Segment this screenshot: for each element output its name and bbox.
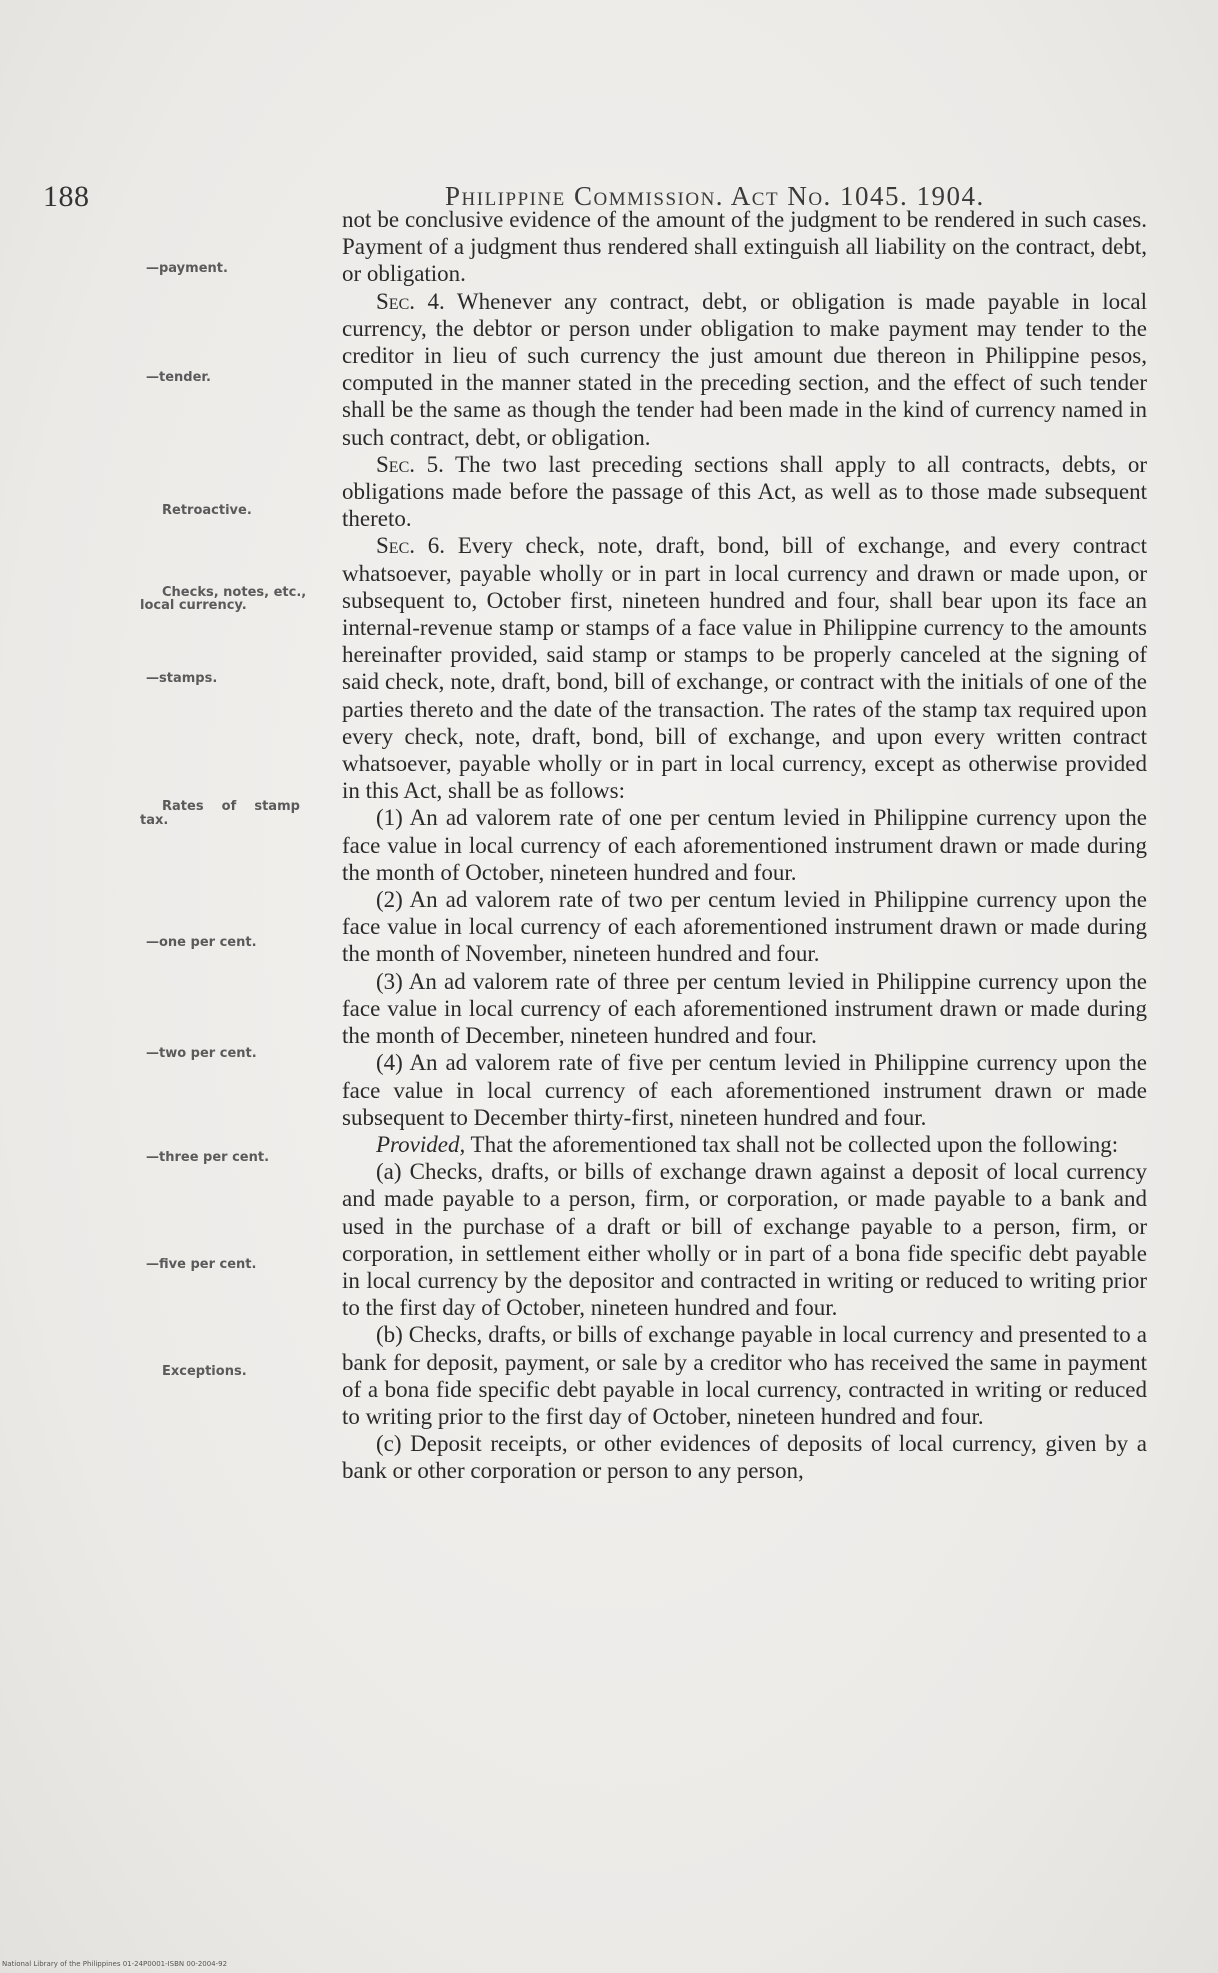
section-label: Sec. 5. [376, 451, 444, 477]
paragraph-text: That the aforementioned tax shall not be collected upon the following: [465, 1131, 1119, 1157]
paragraph-exception-b [342, 1321, 1147, 1430]
margin-note-two-per-cent: —two per cent. [146, 1046, 257, 1061]
paragraph-sec-6 [342, 532, 1147, 804]
margin-note-local-currency: local currency. [140, 598, 247, 613]
paragraph-continuation [342, 206, 1147, 288]
paragraph-text: not be conclusive evidence of the amount of the judgment to be rendered in such cases. Payment of a judgment thus rendered shall extinguish all liability on the contract, debt, or obligation. [342, 207, 1147, 287]
paragraph-text: (a) Checks, drafts, or bills of exchange drawn against a deposit of local currency and made payable to a person, firm, or corporation, or made payable to a bank and used in the purchase of a draft or bill of exchange payable to a person, firm, or corporation, in settlement either wholly or in part of a bona fide specific debt payable in local currency by the depositor and contracted in writing or reduced to writing prior to the first day of October, nineteen hundred and four. [342, 1159, 1147, 1321]
paragraph-proviso [342, 1131, 1147, 1158]
paragraph-text: The two last preceding sections shall apply to all contracts, debts, or obligations made before the passage of this Act, as well as to those made subsequent thereto. [342, 451, 1147, 532]
margin-note-retroactive: Retroactive. [162, 503, 252, 518]
paragraph-text: (4) An ad valorem rate of five per centum levied in Philippine currency upon the face value in local currency of each aforementioned instrument drawn or made subsequent to December thirty-first, nineteen hundred and four. [342, 1050, 1147, 1130]
margin-note-checks: Checks, notes, etc., [162, 585, 307, 600]
paragraph-text: Whenever any contract, debt, or obligation is made payable in local currency, the debtor or person under obligation to make payment may tender to the creditor in lieu of such currency the just amount due thereon in Philippine pesos, computed in the manner stated in the preceding section, and the effect of such tender shall be the same as though the tender had been made in the kind of currency named in such contract, debt, or obligation. [342, 288, 1147, 450]
margin-note-rates: Rates of stamp [162, 799, 300, 814]
paragraph-rate-4 [342, 1049, 1147, 1131]
paragraph-rate-1 [342, 804, 1147, 886]
margin-note-exceptions: Exceptions. [162, 1364, 247, 1379]
page-number: 188 [43, 180, 90, 213]
margin-note-payment: —payment. [146, 261, 228, 276]
section-label: Sec. 6. [376, 533, 446, 559]
section-label: Sec. 4. [376, 288, 445, 314]
paragraph-rate-3 [342, 968, 1147, 1050]
body-text [342, 206, 1147, 1485]
paragraph-text: (c) Deposit receipts, or other evidences of deposits of local currency, given by a bank or other corporation or person to any person, [342, 1431, 1147, 1484]
margin-note-tax: tax. [140, 813, 169, 828]
paragraph-rate-2 [342, 886, 1147, 968]
paragraph-text: (1) An ad valorem rate of one per centum levied in Philippine currency upon the face value in local currency of each aforementioned instrument drawn or made during the month of October, nineteen hundred and four. [342, 805, 1147, 885]
paragraph-exception-c [342, 1430, 1147, 1484]
margin-note-tender: —tender. [146, 370, 211, 385]
paragraph-text: (3) An ad valorem rate of three per centum levied in Philippine currency upon the face value in local currency of each aforementioned instrument drawn or made during the month of December, nineteen hundred and four. [342, 968, 1147, 1049]
footer-note: National Library of the Philippines 01-24P0001-ISBN 00-2004-92 [2, 1960, 228, 1968]
margin-note-one-per-cent: —one per cent. [146, 935, 257, 950]
margin-note-three-per-cent: —three per cent. [146, 1150, 270, 1165]
margin-note-stamps: —stamps. [146, 671, 218, 686]
paragraph-exception-a [342, 1158, 1147, 1321]
running-head: Philippine Commission. Act No. 1045. 1904. [445, 181, 985, 211]
margin-note-five-per-cent: —five per cent. [146, 1257, 257, 1272]
paragraph-text: (b) Checks, drafts, or bills of exchange payable in local currency and presented to a bank for deposit, payment, or sale by a creditor who has received the same in payment of a bona fide specific debt payable in local currency, contracted in writing or reduced to writing prior to the first day of October, nineteen hundred and four. [342, 1322, 1147, 1429]
paragraph-sec-5 [342, 451, 1147, 533]
paragraph-sec-4 [342, 288, 1147, 451]
proviso-label: Provided, [376, 1131, 466, 1157]
paragraph-text: (2) An ad valorem rate of two per centum levied in Philippine currency upon the face value in local currency of each aforementioned instrument drawn or made during the month of November, nineteen hundred and four. [342, 887, 1147, 967]
paragraph-text: Every check, note, draft, bond, bill of exchange, and every contract whatsoever, payable wholly or in part in local currency and drawn or made upon, or subsequent to, October first, nineteen hundred and four, shall bear upon its face an internal-revenue stamp or stamps of a face value in Philippine currency to the amounts hereinafter provided, said stamp or stamps to be properly canceled at the signing of said check, note, draft, bond, bill of exchange, or contract with the initials of one of the parties thereto and the date of the transaction. The rates of the stamp tax required upon every check, note, draft, bond, bill of exchange, and upon every written contract whatsoever, payable wholly or in part in local currency, except as otherwise provided in this Act, shall be as follows: [342, 533, 1147, 804]
